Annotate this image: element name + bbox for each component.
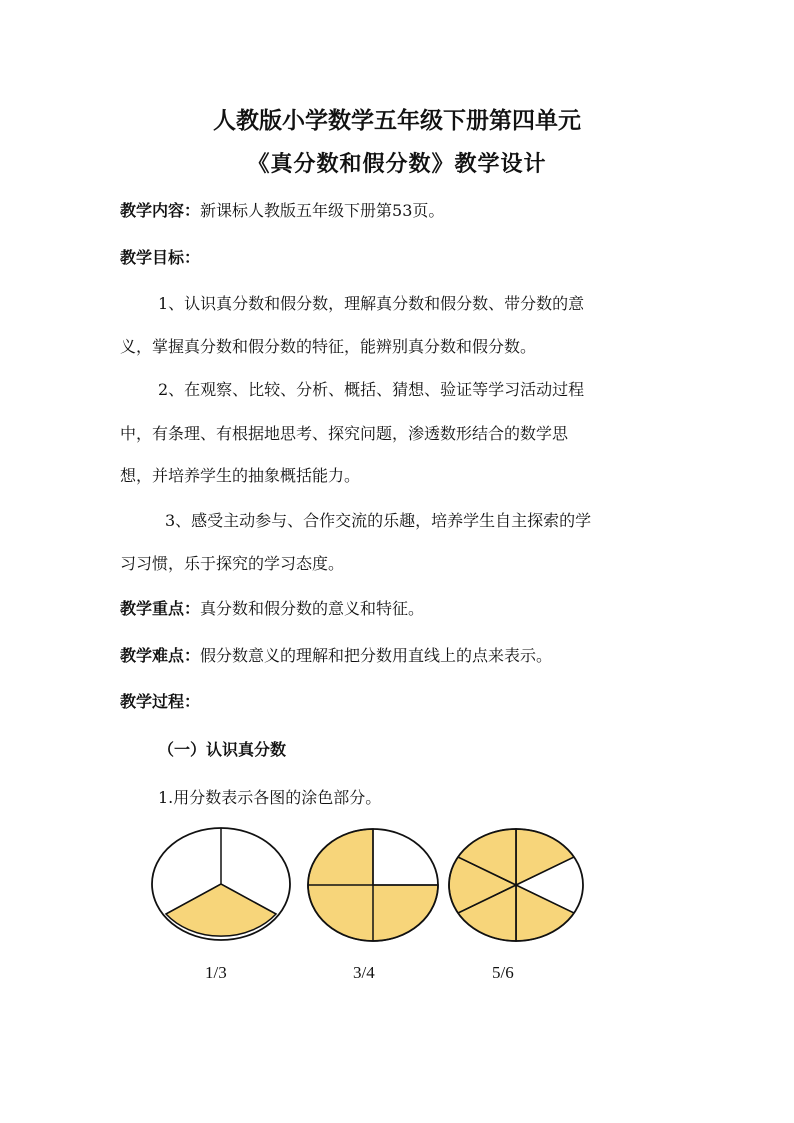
content-line xyxy=(120,201,444,221)
fraction-circle-1-3 xyxy=(152,828,290,940)
goal-line: 习习惯，乐于探究的学习态度。 xyxy=(120,554,345,573)
goal-line: 3、感受主动参与、合作交流的乐趣，培养学生自主探索的学 xyxy=(165,511,592,530)
difficulty-text: 假分数意义的理解和把分数用直线上的点来表示。 xyxy=(200,646,553,665)
goals-label: 教学目标： xyxy=(120,248,201,267)
goal-line: 中，有条理、有根据地思考、探究问题，渗透数形结合的数学思 xyxy=(120,424,569,443)
shaded-sector xyxy=(516,829,574,885)
fraction-label: 3/4 xyxy=(353,963,375,982)
goal-line: 义，掌握真分数和假分数的特征，能辨别真分数和假分数。 xyxy=(120,337,537,356)
section-heading: （一）认识真分数 xyxy=(158,740,287,759)
exercise-prompt: 1.用分数表示各图的涂色部分。 xyxy=(158,788,382,807)
goal-line: 2、在观察、比较、分析、概括、猜想、验证等学习活动过程 xyxy=(158,380,585,399)
fraction-figures xyxy=(140,820,600,960)
shaded-sector xyxy=(516,885,574,941)
fraction-circle-3-4 xyxy=(308,829,438,941)
key-point-text: 真分数和假分数的意义和特征。 xyxy=(200,599,425,618)
fraction-circle-5-6 xyxy=(449,829,583,941)
shaded-sector xyxy=(166,884,276,936)
goal-line: 1、认识真分数和假分数，理解真分数和假分数、带分数的意 xyxy=(158,294,585,313)
fraction-label: 1/3 xyxy=(205,963,227,982)
document-title: 人教版小学数学五年级下册第四单元 xyxy=(213,107,581,134)
difficulty-label: 教学难点： xyxy=(120,646,201,665)
content-label: 教学内容： xyxy=(120,201,201,220)
goal-line: 想，并培养学生的抽象概括能力。 xyxy=(120,466,361,485)
content-text: 新课标人教版五年级下册第53页。 xyxy=(200,201,445,220)
key-point-label: 教学重点： xyxy=(120,599,201,618)
process-label: 教学过程： xyxy=(120,692,201,711)
fraction-label: 5/6 xyxy=(492,963,514,982)
key-point-line xyxy=(120,599,424,619)
difficulty-line xyxy=(120,646,552,666)
document-subtitle: 《真分数和假分数》教学设计 xyxy=(247,151,547,177)
